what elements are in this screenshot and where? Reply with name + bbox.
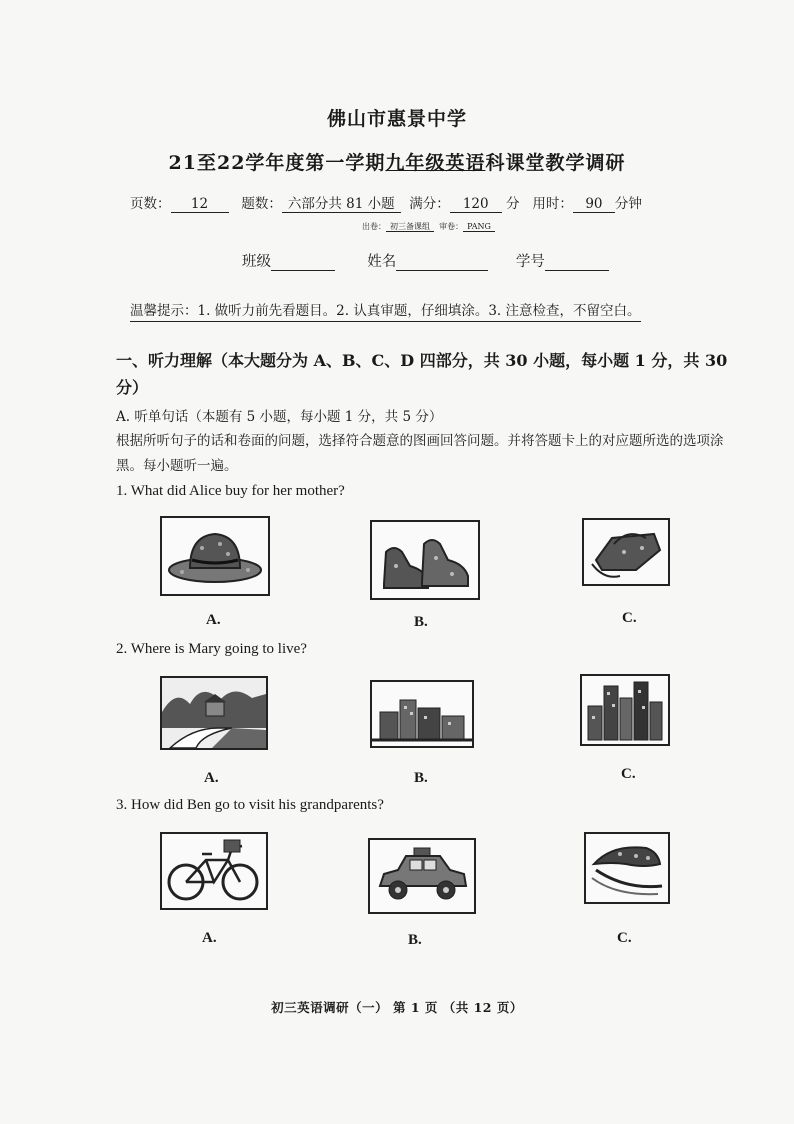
pages-label: 页数： [130,196,171,212]
hat-icon [162,518,268,594]
boat-icon [586,834,668,902]
boat-picture[interactable] [584,832,670,904]
countryside-picture[interactable] [160,676,268,750]
question-1: 1. What did Alice buy for her mother? [116,483,345,499]
town-picture[interactable] [370,680,474,748]
title-prefix: 21至22学年度第一学期 [168,152,386,174]
score-label: 满分： [409,196,450,212]
city-icon [582,676,668,744]
time-value: 90 [573,196,615,213]
name-label: 姓名 [367,254,397,270]
questions-value: 六部分共 81 小题 [282,192,401,213]
countryside-icon [162,678,266,748]
time-label: 用时： [532,196,573,212]
shoes-icon [372,522,478,598]
q2-option-b[interactable]: B. [414,770,428,786]
part-a-instruction: 根据所听句子的话和卷面的问题，选择符合题意的图画回答问题。并将答题卡上的对应题所选的选项涂黑。每小题听一遍。 [116,433,724,474]
hat-picture[interactable] [160,516,270,596]
q3-option-a[interactable]: A. [202,930,217,946]
question-2: 2. Where is Mary going to live? [116,641,307,657]
q2-option-a[interactable]: A. [204,770,219,786]
taxi-picture[interactable] [368,838,476,914]
q3-option-b[interactable]: B. [408,932,422,948]
q1-option-a[interactable]: A. [206,612,221,628]
city-picture[interactable] [580,674,670,746]
section-one-title: 一、听力理解（本大题分为 A、B、C、D 四部分，共 30 小题，每小题 1 分，共 30 分） [116,351,728,397]
number-field[interactable] [545,256,609,271]
pages-value: 12 [171,196,229,213]
q1-option-b[interactable]: B. [414,614,428,630]
student-fields [242,250,609,271]
exam-title [0,148,794,175]
question-3: 3. How did Ben go to visit his grandparents? [116,797,384,813]
part-a-heading: A. 听单句话（本题有 5 小题，每小题 1 分，共 5 分） [116,409,443,425]
bag-icon [584,520,668,584]
tips-line: 温馨提示：1. 做听力前先看题目。2. 认真审题，仔细填涂。3. 注意检查，不留空白。 [130,299,641,322]
q1-option-c[interactable]: C. [622,610,637,626]
class-field[interactable] [271,256,335,271]
q2-option-c[interactable]: C. [621,766,636,782]
time-unit: 分钟 [614,196,642,212]
school-name: 佛山市惠景中学 [326,108,467,130]
shoes-picture[interactable] [370,520,480,600]
score-unit: 分 [506,196,520,212]
bicycle-picture[interactable] [160,832,268,910]
bicycle-icon [162,834,266,908]
score-value: 120 [450,196,502,213]
page-footer: 初三英语调研（一） 第 1 页 （共 12 页） [271,1000,523,1015]
bag-picture[interactable] [582,518,670,586]
town-icon [372,682,472,746]
car-icon [370,840,474,912]
class-label: 班级 [242,254,271,270]
title-underlined: 九年级英语 [385,152,486,174]
reviewer-label: 审卷： [439,222,464,231]
author-value: 初三备课组 [386,222,434,232]
author-line [362,221,495,232]
questions-label: 题数： [241,196,282,212]
number-label: 学号 [515,254,545,270]
exam-meta [130,192,642,213]
reviewer-value: PANG [463,222,495,232]
name-field[interactable] [396,256,488,271]
q3-option-c[interactable]: C. [617,930,632,946]
title-suffix: 科课堂教学调研 [485,152,626,174]
author-label: 出卷： [362,222,386,231]
